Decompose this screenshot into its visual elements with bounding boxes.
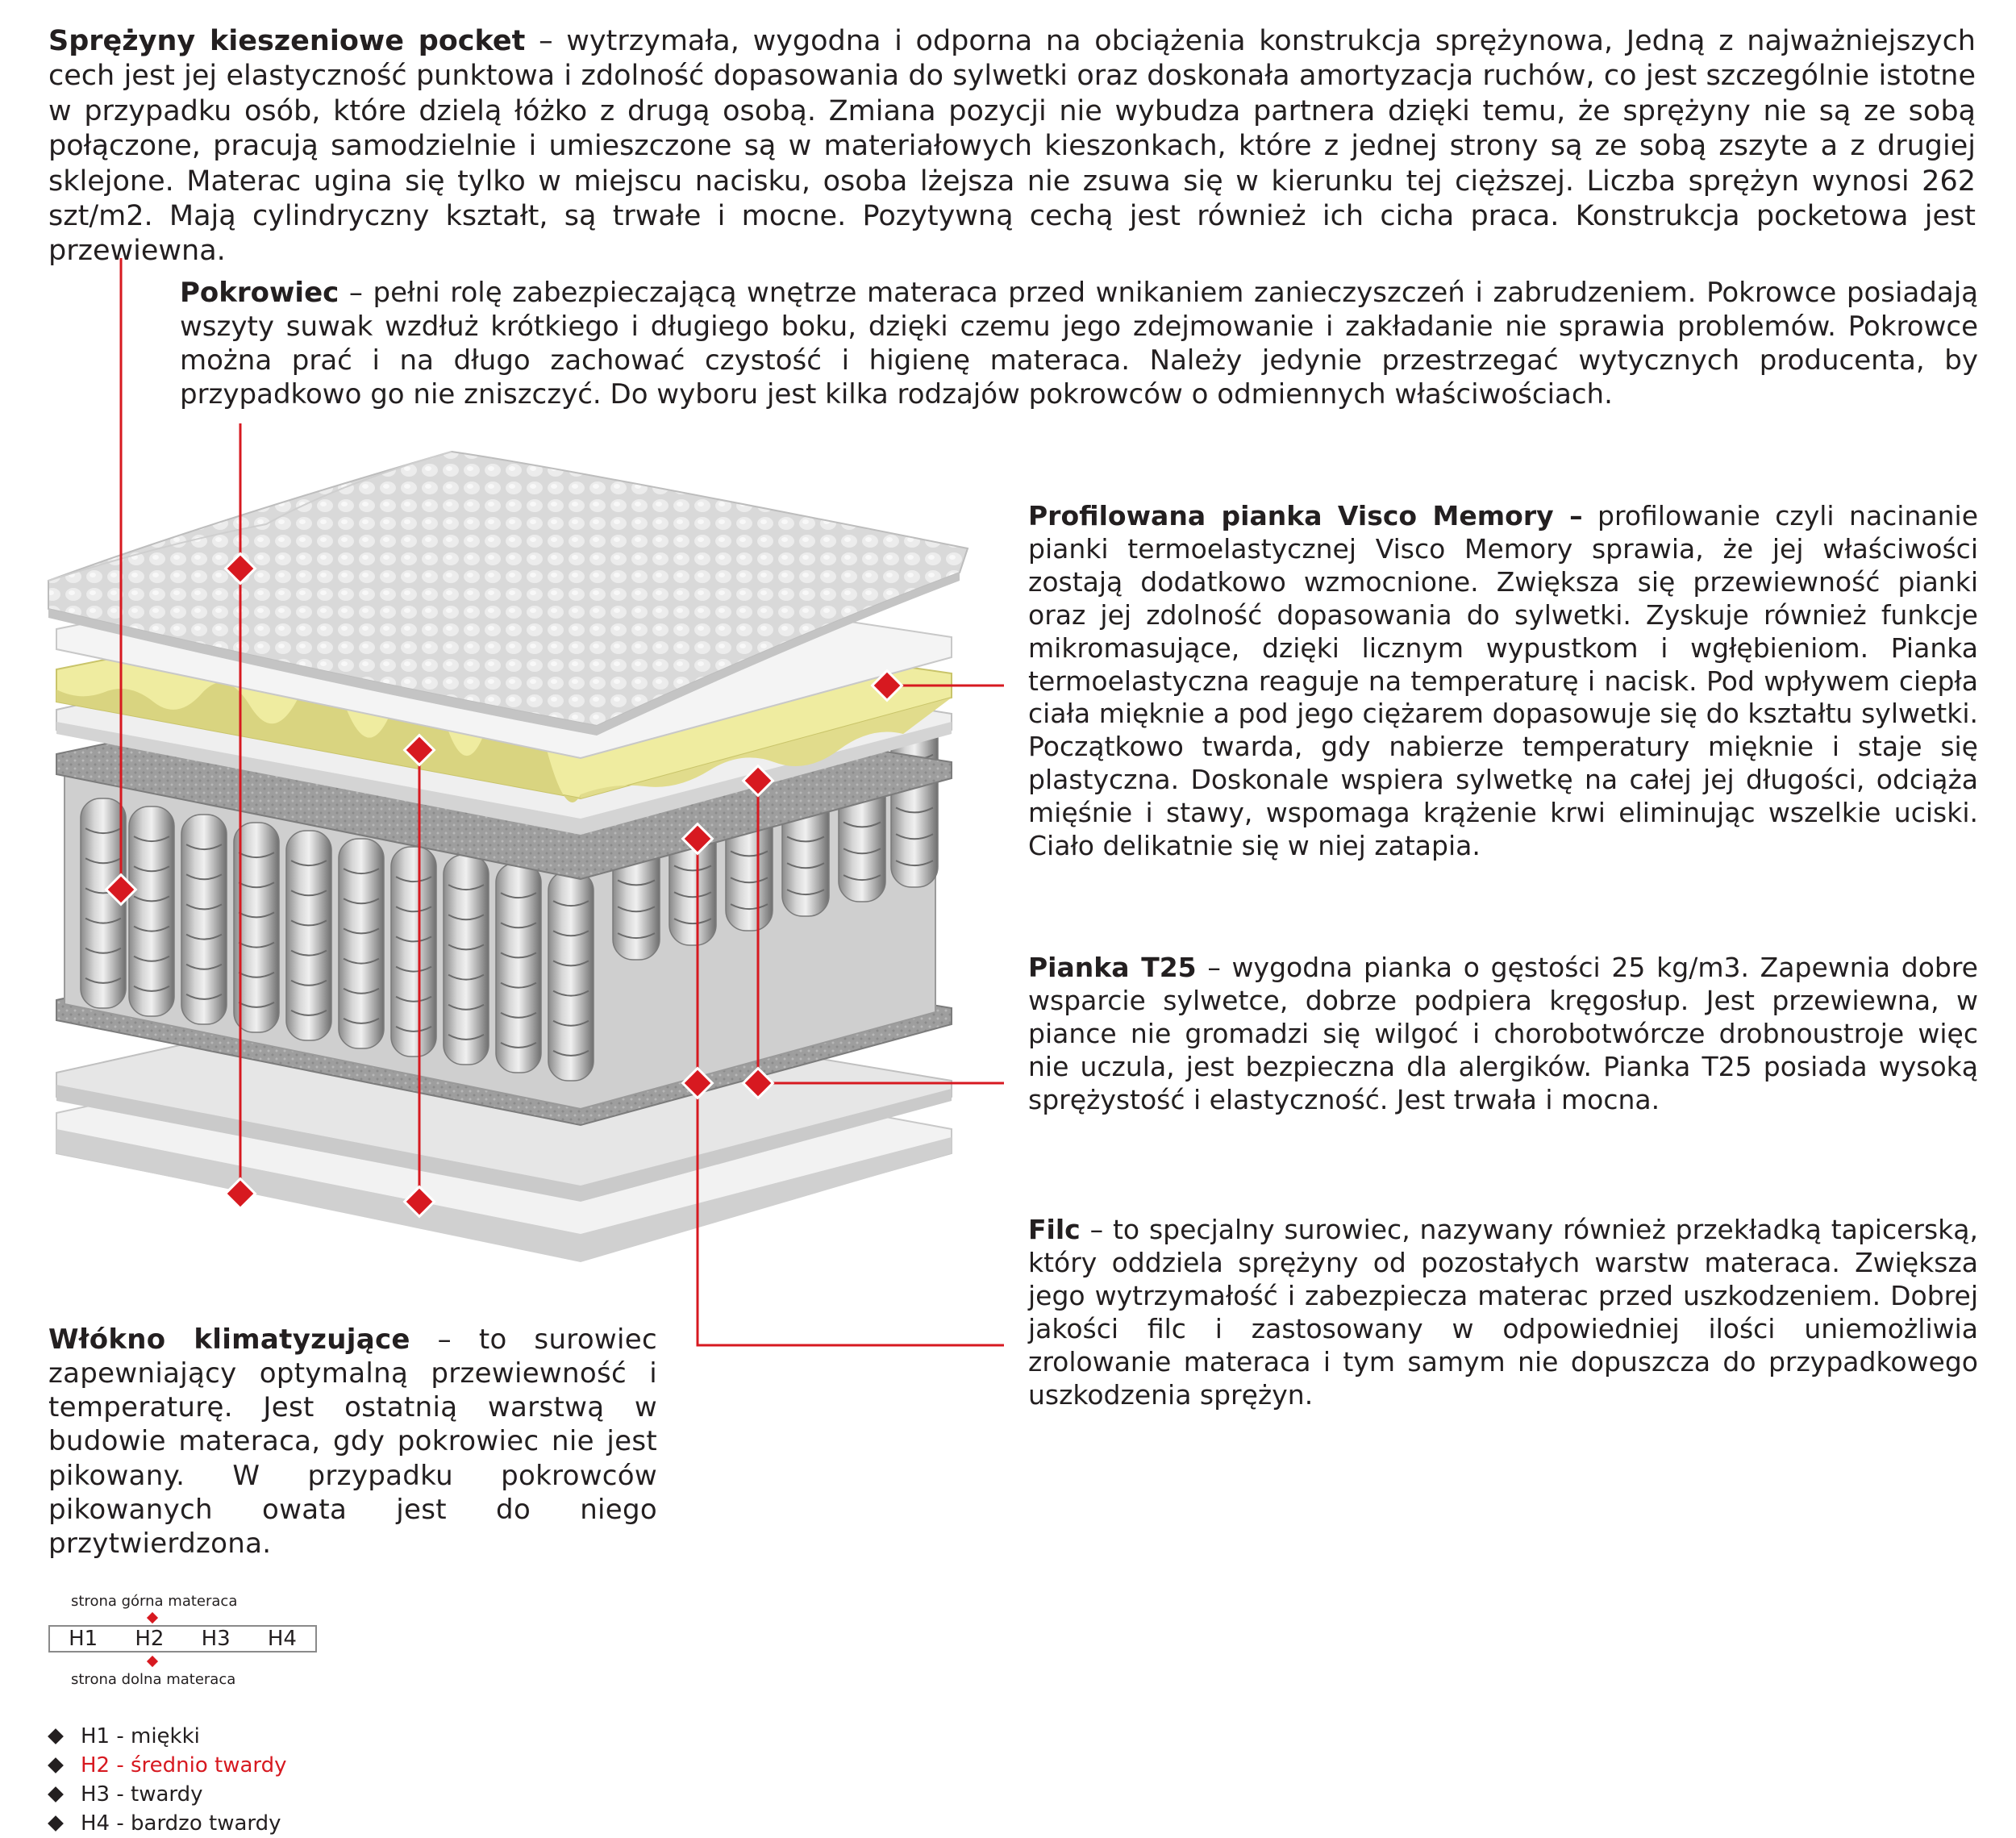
section-body: – wytrzymała, wygodna i odporna na obciążenia konstrukcja sprężynowa, Jedną z najważniejszych cech jest jej elastyczność punktowa i zdolność dopasowania do sylwetki oraz doskonała amortyzacja ruchów, co jest szczególnie istotne w przypadku osób, które dzielą łóżko z drugą osobą. Zmiana pozycji nie wybudza partnera dzięki temu, że sprężyny nie są ze sobą połączone, pracują samodzielnie i umieszczone są w materiałowych kieszonkach, które z jednej strony są ze sobą zszyte a z drugiej sklejone. Materac ugina się tylko w miejscu nacisku, osoba lżejsza nie zsuwa się w kierunku tej cięższej. Liczba sprężyn wynosi 262 szt/m2. Mają cylindryczny kształt, są trwałe i mocne. Pozytywną cechą jest również ich cicha praca. Konstrukcja pocketowa jest przewiewna.	[48, 25, 1976, 268]
section-body: – to surowiec zapewniający optymalną przewiewność i temperaturę. Jest ostatnią warstwą w budowie materaca, gdy pokrowiec nie jest pikowany. W przypadku pokrowców pikowanych owata jest do niego przytwierdzona.	[48, 1323, 657, 1560]
firmness-level: H3	[201, 1627, 231, 1651]
legend-item: H4 - bardzo twardy	[50, 1809, 287, 1838]
section-title: Pianka T25	[1028, 952, 1197, 983]
diamond-icon	[48, 1786, 64, 1803]
diamond-icon	[48, 1815, 64, 1832]
section-title: Pokrowiec	[180, 277, 339, 309]
firmness-level: H4	[267, 1627, 297, 1651]
section-title: Profilowana pianka Visco Memory –	[1028, 500, 1583, 531]
section-title: Sprężyny kieszeniowe pocket	[48, 25, 526, 57]
legend-item: H3 - twardy	[50, 1780, 287, 1809]
section-title: Włókno klimatyzujące	[48, 1323, 410, 1356]
bottom-side-caption: strona dolna materaca	[71, 1671, 236, 1688]
section-body: – wygodna pianka o gęstości 25 kg/m3. Zapewnia dobre wsparcie sylwetce, dobrze podpiera kręgosłup. Jest przewiewna, w piance nie gromadzi się wilgoć i chorobotwórcze drobnoustroje więc nie uczula, jest bezpieczna dla alergików. Pianka T25 posiada wysoką sprężystość i elastyczność. Jest trwała i mocna.	[1028, 952, 1978, 1115]
section-body: profilowanie czyli nacinanie pianki termoelastycznej Visco Memory sprawia, że jej właściwości zostają dodatkowo wzmocnione. Zwiększa się przewiewność pianki oraz jej zdolność dopasowania do sylwetki. Zyskuje również funkcje mikromasujące, dzięki licznym wypustkom i wgłębieniom. Pianka termoelastyczna reaguje na temperaturę i nacisk. Pod wpływem ciepła ciała mięknie a pod jego ciężarem dopasowuje się do kształtu sylwetki. Początkowo twarda, gdy nabierze temperatury mięknie i staje się plastyczna. Doskonale wspiera sylwetkę na całej jej długości, odciąża mięśnie i stawy, wspomaga krążenie krwi eliminując wszelkie uciski. Ciało delikatnie się w niej zatapia.	[1028, 500, 1979, 862]
firmness-level: H2	[135, 1627, 165, 1651]
legend-item-selected: H2 - średnio twardy	[50, 1751, 287, 1780]
section-body: – to specjalny surowiec, nazywany również przekładką tapicerską, który oddziela sprężyny od pozostałych warstw materaca. Zwiększa jego wytrzymałość i zabezpiecza materac przed uszkodzeniem. Dobrej jakości filc i zastosowany w odpowiedniej ilości uniemożliwia zrolowanie materaca i tym samym nie dopuszcza do przypadkowego uszkodzenia sprężyn.	[1028, 1214, 1978, 1411]
firmness-level: H1	[69, 1627, 98, 1651]
legend-item: H1 - miękki	[50, 1722, 287, 1751]
section-body: – pełni rolę zabezpieczającą wnętrze materaca przed wnikaniem zanieczyszczeń i zabrudzeniem. Pokrowce posiadają wszyty suwak wzdłuż krótkiego i długiego boku, dzięki czemu jego zdejmowanie i zakładanie nie sprawia problemów. Pokrowce można prać i na długo zachować czystość i higienę materaca. Należy jedynie przestrzegać wytycznych producenta, by przypadkowo go nie zniszczyć. Do wyboru jest kilka rodzajów pokrowców o odmiennych właściwościach.	[180, 277, 1978, 411]
firmness-scale	[48, 1625, 317, 1653]
top-side-caption: strona górna materaca	[71, 1593, 238, 1610]
section-title: Filc	[1028, 1214, 1081, 1245]
diamond-icon	[48, 1757, 64, 1773]
diamond-icon	[48, 1728, 64, 1744]
firmness-legend	[50, 1722, 287, 1838]
